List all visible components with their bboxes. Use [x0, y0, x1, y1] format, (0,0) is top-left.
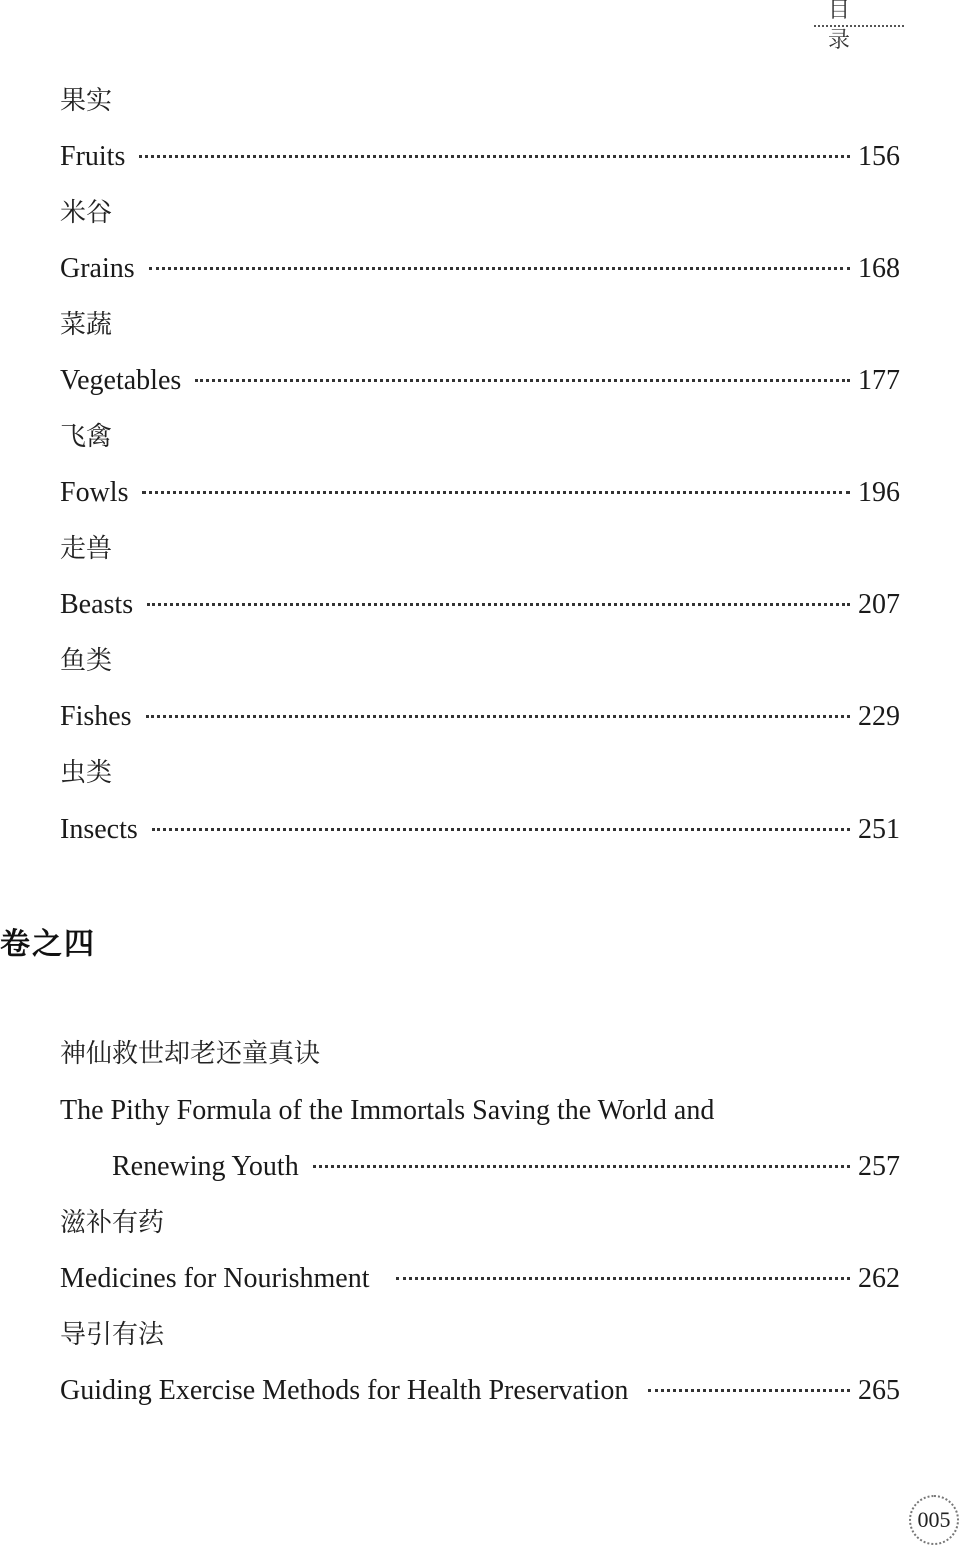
dot-leader [313, 1165, 850, 1168]
toc-entry-page: 196 [858, 477, 900, 508]
toc-entry-title: Guiding Exercise Methods for Health Preservation [60, 1375, 629, 1406]
dot-leader [139, 155, 850, 158]
toc-entry[interactable] [60, 1262, 900, 1296]
dot-leader [152, 828, 850, 831]
toc-entry-page: 177 [858, 365, 900, 396]
entry-cn-title: 虫类 [60, 758, 113, 788]
toc-entry[interactable] [60, 1374, 900, 1408]
toc-entry-title: Beasts [60, 589, 134, 620]
toc-entry-page: 168 [858, 253, 900, 284]
dot-leader [396, 1277, 851, 1280]
dot-leader [149, 267, 850, 270]
toc-entry[interactable] [60, 364, 900, 398]
toc-entry-title: Renewing Youth [112, 1151, 299, 1182]
toc-entry[interactable] [60, 813, 900, 847]
toc-entry-title: Fruits [60, 141, 126, 172]
toc-entry-page: 207 [858, 589, 900, 620]
toc-entry-page: 156 [858, 141, 900, 172]
volume-heading: 卷之四 [0, 927, 96, 962]
toc-entry-title: Fishes [60, 701, 132, 732]
toc-entry-title-line1: The Pithy Formula of the Immortals Saving the World and [60, 1095, 715, 1126]
entry-cn-title: 滋补有药 [60, 1208, 165, 1238]
entry-cn-title: 导引有法 [60, 1320, 165, 1350]
toc-entry[interactable] [60, 140, 900, 174]
header-dotted-rule [814, 25, 904, 27]
entry-cn-title: 鱼类 [60, 646, 113, 676]
dot-leader [195, 379, 850, 382]
entry-cn-title: 菜蔬 [60, 310, 113, 340]
entry-cn-title: 飞禽 [60, 422, 113, 452]
dot-leader [147, 603, 850, 606]
toc-entry-page: 229 [858, 701, 900, 732]
toc-entry[interactable] [60, 700, 900, 734]
page-number: 005 [917, 1507, 951, 1532]
toc-entry-page: 257 [858, 1151, 900, 1182]
entry-cn-title: 神仙救世却老还童真诀 [60, 1039, 321, 1069]
header-label: 目 录 [828, 0, 867, 53]
dot-leader [146, 715, 850, 718]
toc-entry-page: 265 [858, 1375, 900, 1406]
toc-entry[interactable] [60, 588, 900, 622]
page-number-badge [909, 1495, 959, 1545]
toc-entry[interactable] [60, 252, 900, 286]
toc-entry[interactable] [60, 476, 900, 510]
toc-entry-page: 262 [858, 1263, 900, 1294]
toc-entry-title: Insects [60, 814, 138, 845]
dot-leader [648, 1389, 850, 1392]
dot-leader [142, 491, 850, 494]
entry-cn-title: 米谷 [60, 198, 113, 228]
toc-entry-title: Vegetables [60, 365, 182, 396]
toc-entry-title: Fowls [60, 477, 129, 508]
toc-entry[interactable] [112, 1150, 900, 1184]
entry-cn-title: 走兽 [60, 534, 113, 564]
toc-entry-title: Grains [60, 253, 135, 284]
toc-entry-title: Medicines for Nourishment [60, 1263, 370, 1294]
entry-cn-title: 果实 [60, 86, 113, 116]
toc-entry-page: 251 [858, 814, 900, 845]
